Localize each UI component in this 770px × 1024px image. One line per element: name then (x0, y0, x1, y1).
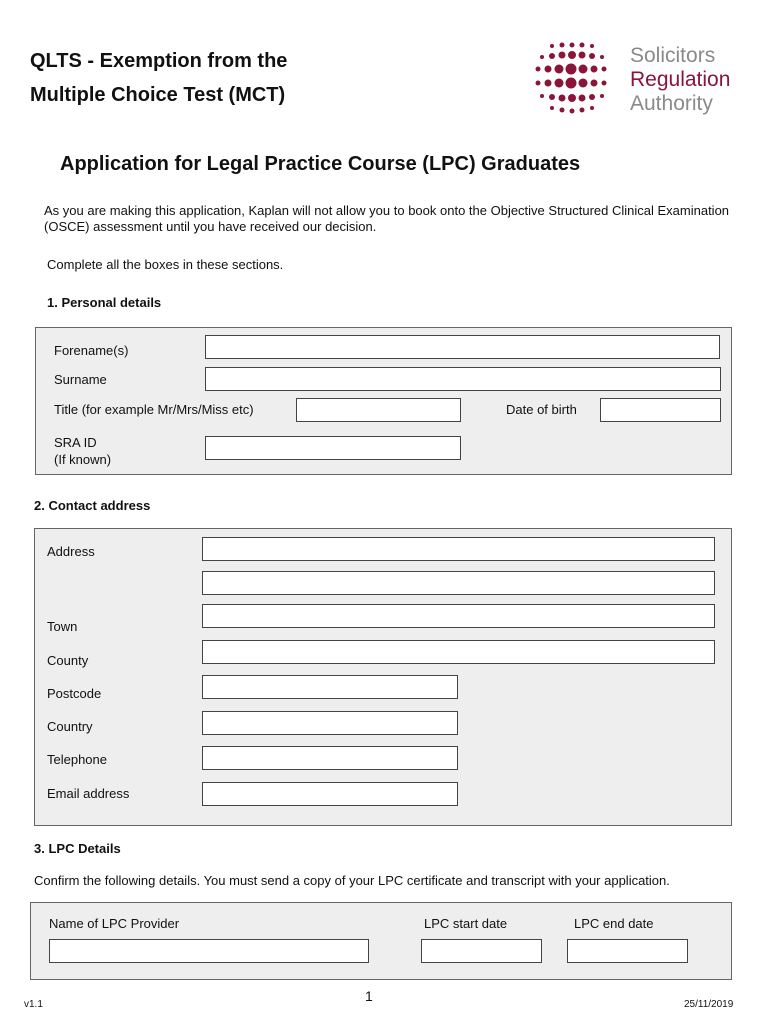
document-title (30, 44, 287, 112)
title-field[interactable] (296, 398, 461, 422)
town-field[interactable] (202, 604, 715, 628)
address-line1-field[interactable] (202, 537, 715, 561)
contact-address-panel (34, 528, 732, 826)
sra-id-label: SRA ID (54, 435, 97, 450)
logo-word-authority: Authority (630, 92, 713, 115)
forename-field[interactable] (205, 335, 720, 359)
completion-instruction: Complete all the boxes in these sections. (47, 257, 284, 272)
document-date: 25/11/2019 (684, 999, 734, 1010)
forename-label: Forename(s) (54, 343, 129, 358)
section3-heading: 3. LPC Details (34, 841, 121, 856)
telephone-label: Telephone (47, 752, 107, 767)
lpc-provider-field[interactable] (49, 939, 369, 963)
lpc-instruction: Confirm the following details. You must send a copy of your LPC certificate and transcript with your application. (34, 873, 670, 888)
telephone-field[interactable] (202, 746, 458, 770)
document-title-line1: QLTS - Exemption from the (30, 50, 288, 72)
lpc-end-date-field[interactable] (567, 939, 688, 963)
logo-word-solicitors: Solicitors (630, 44, 716, 67)
logo-wordmark (630, 44, 730, 116)
lpc-start-date-field[interactable] (421, 939, 542, 963)
email-field[interactable] (202, 782, 458, 806)
personal-details-panel (35, 327, 732, 475)
country-label: Country (47, 719, 93, 734)
section1-heading: 1. Personal details (47, 295, 162, 310)
email-label: Email address (47, 786, 130, 801)
lpc-end-date-label: LPC end date (574, 916, 654, 931)
surname-field[interactable] (205, 367, 721, 391)
section2-heading: 2. Contact address (34, 498, 151, 513)
lpc-details-panel (30, 902, 732, 980)
sra-id-note: (If known) (54, 452, 112, 467)
postcode-field[interactable] (202, 675, 458, 699)
surname-label: Surname (54, 372, 107, 387)
county-label: County (47, 653, 89, 668)
lpc-start-date-label: LPC start date (424, 916, 508, 931)
lpc-provider-label: Name of LPC Provider (49, 916, 180, 931)
address-line2-field[interactable] (202, 571, 715, 595)
address-label: Address (47, 544, 95, 559)
dob-label: Date of birth (506, 402, 577, 417)
postcode-label: Postcode (47, 686, 102, 701)
county-field[interactable] (202, 640, 715, 664)
title-label: Title (for example Mr/Mrs/Miss etc) (54, 402, 254, 417)
logo-word-regulation: Regulation (630, 68, 731, 91)
version-label: v1.1 (24, 999, 43, 1010)
town-label: Town (47, 619, 78, 634)
country-field[interactable] (202, 711, 458, 735)
sra-id-field[interactable] (205, 436, 461, 460)
document-title-line2: Multiple Choice Test (MCT) (30, 84, 286, 106)
form-subtitle: Application for Legal Practice Course (LPC) Graduates (60, 153, 581, 175)
date-of-birth-field[interactable] (600, 398, 721, 422)
page-number: 1 (365, 988, 373, 1004)
intro-paragraph: As you are making this application, Kaplan will not allow you to book onto the Objective Structured Clinical Examination (OSCE) assessment until you have received our decision. (44, 203, 730, 234)
